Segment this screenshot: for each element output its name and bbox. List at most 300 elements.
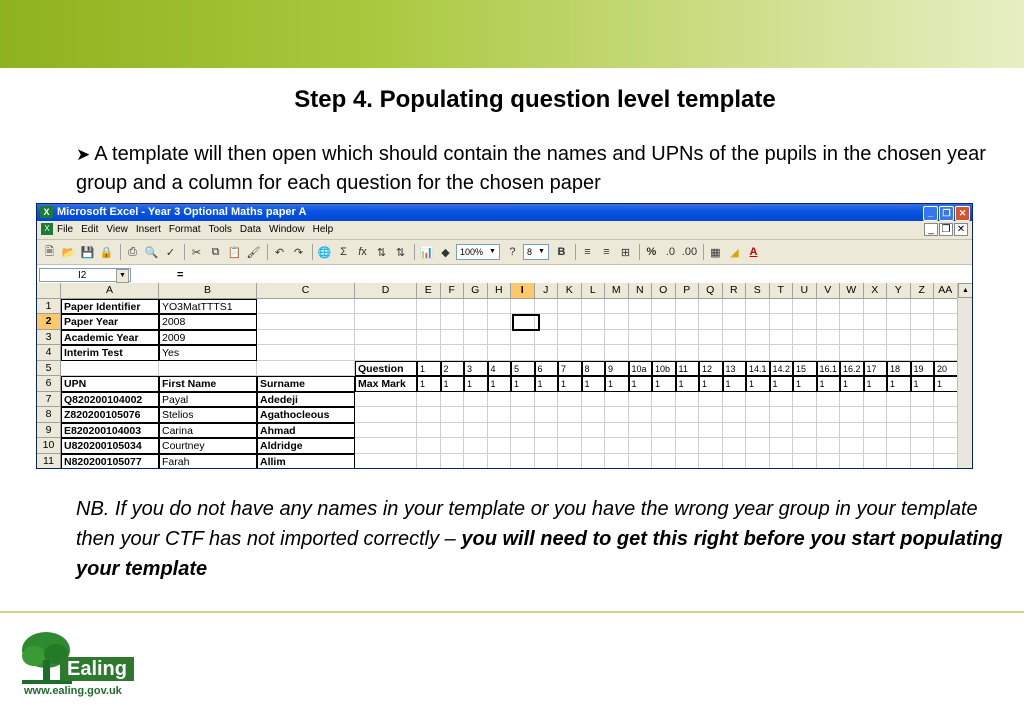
cell[interactable] xyxy=(864,454,888,470)
cell[interactable] xyxy=(770,299,794,315)
cell[interactable] xyxy=(488,314,512,330)
cell[interactable] xyxy=(723,345,747,361)
question-cell[interactable]: 20 xyxy=(934,361,958,377)
cell[interactable] xyxy=(464,392,488,408)
cell[interactable] xyxy=(676,423,700,439)
question-cell[interactable]: 13 xyxy=(723,361,747,377)
cell[interactable] xyxy=(629,423,653,439)
cell[interactable] xyxy=(605,423,629,439)
cell[interactable] xyxy=(417,407,441,423)
column-header-k[interactable]: K xyxy=(558,283,582,299)
cell[interactable] xyxy=(558,407,582,423)
cell[interactable] xyxy=(676,438,700,454)
cell-c[interactable] xyxy=(257,314,355,330)
cell[interactable] xyxy=(934,314,958,330)
help-icon[interactable]: ? xyxy=(509,246,516,258)
cell[interactable] xyxy=(934,299,958,315)
doc-minimize-button[interactable]: _ xyxy=(924,223,938,236)
cell[interactable] xyxy=(605,454,629,470)
column-header-n[interactable]: N xyxy=(629,283,653,299)
cell-c[interactable] xyxy=(257,345,355,361)
cell[interactable] xyxy=(629,345,653,361)
cell[interactable] xyxy=(864,407,888,423)
column-header-w[interactable]: W xyxy=(840,283,864,299)
cell[interactable] xyxy=(723,314,747,330)
cell-c[interactable]: Aldridge xyxy=(257,438,355,454)
cell[interactable] xyxy=(582,438,606,454)
vertical-scrollbar[interactable] xyxy=(957,283,972,468)
cell[interactable] xyxy=(770,392,794,408)
cell[interactable] xyxy=(770,407,794,423)
cell[interactable] xyxy=(558,314,582,330)
column-header-l[interactable]: L xyxy=(582,283,606,299)
cell[interactable] xyxy=(699,330,723,346)
cell[interactable] xyxy=(793,392,817,408)
cut-icon[interactable]: ✂ xyxy=(191,246,202,259)
menu-item-edit[interactable]: Edit xyxy=(81,224,99,235)
cell[interactable] xyxy=(770,438,794,454)
cell[interactable] xyxy=(840,345,864,361)
cell[interactable] xyxy=(605,299,629,315)
row-header[interactable]: 1 xyxy=(37,299,61,315)
menu-item-format[interactable]: Format xyxy=(168,224,201,235)
question-label[interactable]: Question xyxy=(355,361,417,377)
max-mark-cell[interactable]: 1 xyxy=(441,376,465,392)
cell[interactable] xyxy=(840,299,864,315)
cell[interactable] xyxy=(817,454,841,470)
cell[interactable] xyxy=(676,314,700,330)
name-box[interactable] xyxy=(39,268,131,282)
cell-b[interactable]: First Name xyxy=(159,376,257,392)
cell[interactable] xyxy=(699,345,723,361)
cell[interactable] xyxy=(864,299,888,315)
max-mark-cell[interactable]: 1 xyxy=(746,376,770,392)
cell[interactable] xyxy=(793,438,817,454)
cell[interactable] xyxy=(652,345,676,361)
decrease-decimal-icon[interactable]: .00 xyxy=(681,246,698,258)
percent-icon[interactable]: % xyxy=(646,246,657,258)
question-cell[interactable]: 15 xyxy=(793,361,817,377)
cell[interactable] xyxy=(464,299,488,315)
cell[interactable] xyxy=(511,407,535,423)
cell-b[interactable]: 2009 xyxy=(159,330,257,346)
cell[interactable] xyxy=(770,423,794,439)
cell-d[interactable] xyxy=(355,438,417,454)
question-cell[interactable]: 2 xyxy=(441,361,465,377)
cell[interactable] xyxy=(840,438,864,454)
column-header-aa[interactable]: AA xyxy=(934,283,958,299)
cell[interactable] xyxy=(558,299,582,315)
scroll-up-icon[interactable]: ▲ xyxy=(958,283,973,298)
cell-b[interactable]: Payal xyxy=(159,392,257,408)
row-header[interactable]: 2 xyxy=(37,314,61,330)
cell[interactable] xyxy=(676,407,700,423)
cell-a[interactable]: UPN xyxy=(61,376,159,392)
cell[interactable] xyxy=(699,392,723,408)
row-header[interactable]: 4 xyxy=(37,345,61,361)
column-header-d[interactable]: D xyxy=(355,283,417,299)
cell[interactable] xyxy=(629,454,653,470)
max-mark-cell[interactable]: 1 xyxy=(488,376,512,392)
cell-b[interactable]: Carina xyxy=(159,423,257,439)
max-mark-cell[interactable]: 1 xyxy=(558,376,582,392)
cell[interactable] xyxy=(652,330,676,346)
question-cell[interactable]: 19 xyxy=(911,361,935,377)
print-preview-icon[interactable]: 🔍 xyxy=(144,246,159,259)
cell[interactable] xyxy=(535,345,559,361)
cell[interactable] xyxy=(840,454,864,470)
cell-a[interactable]: E820200104003 xyxy=(61,423,159,439)
question-cell[interactable]: 11 xyxy=(676,361,700,377)
cell[interactable] xyxy=(582,330,606,346)
cell[interactable] xyxy=(417,299,441,315)
cell[interactable] xyxy=(817,423,841,439)
cell[interactable] xyxy=(417,392,441,408)
cell[interactable] xyxy=(864,330,888,346)
question-cell[interactable]: 18 xyxy=(887,361,911,377)
cell-b[interactable]: Farah xyxy=(159,454,257,470)
cell[interactable] xyxy=(558,392,582,408)
cell[interactable] xyxy=(488,454,512,470)
redo-icon[interactable]: ↷ xyxy=(293,246,304,259)
row-header[interactable]: 9 xyxy=(37,423,61,439)
column-header-g[interactable]: G xyxy=(464,283,488,299)
question-cell[interactable]: 16.2 xyxy=(840,361,864,377)
cell[interactable] xyxy=(934,407,958,423)
cell[interactable] xyxy=(864,423,888,439)
print-icon[interactable]: ⎙ xyxy=(128,245,137,258)
cell[interactable] xyxy=(934,454,958,470)
cell[interactable] xyxy=(770,330,794,346)
cell[interactable] xyxy=(840,407,864,423)
cell[interactable] xyxy=(911,423,935,439)
max-mark-cell[interactable]: 1 xyxy=(770,376,794,392)
cell-c[interactable]: Ahmad xyxy=(257,423,355,439)
cell[interactable] xyxy=(629,407,653,423)
cell[interactable] xyxy=(699,454,723,470)
cell[interactable] xyxy=(582,345,606,361)
align-left-icon[interactable]: ≡ xyxy=(584,246,591,258)
cell[interactable] xyxy=(605,330,629,346)
cell[interactable] xyxy=(676,454,700,470)
cell[interactable] xyxy=(605,345,629,361)
column-header-f[interactable]: F xyxy=(441,283,465,299)
cell[interactable] xyxy=(746,345,770,361)
cell[interactable] xyxy=(417,345,441,361)
cell[interactable] xyxy=(488,438,512,454)
autosum-icon[interactable]: Σ xyxy=(340,246,347,258)
max-mark-cell[interactable]: 1 xyxy=(934,376,958,392)
cell-a[interactable] xyxy=(61,361,159,377)
cell[interactable] xyxy=(934,330,958,346)
question-cell[interactable]: 8 xyxy=(582,361,606,377)
permission-icon[interactable]: 🔒 xyxy=(99,246,114,259)
column-header-c[interactable]: C xyxy=(257,283,355,299)
max-mark-cell[interactable]: 1 xyxy=(887,376,911,392)
menu-item-help[interactable]: Help xyxy=(312,224,334,235)
format-painter-icon[interactable]: 🖌 xyxy=(246,246,261,259)
cell[interactable] xyxy=(746,330,770,346)
cell[interactable] xyxy=(793,454,817,470)
cell[interactable] xyxy=(793,314,817,330)
cell[interactable] xyxy=(676,330,700,346)
chart-wizard-icon[interactable]: 📊 xyxy=(419,246,434,259)
cell[interactable] xyxy=(535,407,559,423)
cell[interactable] xyxy=(817,299,841,315)
menu-item-insert[interactable]: Insert xyxy=(135,224,161,235)
cell[interactable] xyxy=(723,392,747,408)
row-header[interactable]: 6 xyxy=(37,376,61,392)
cell[interactable] xyxy=(511,392,535,408)
question-cell[interactable]: 10b xyxy=(652,361,676,377)
cell[interactable] xyxy=(488,299,512,315)
workbook-icon[interactable]: X xyxy=(41,223,53,235)
row-header[interactable]: 11 xyxy=(37,454,61,470)
cell[interactable] xyxy=(864,438,888,454)
cell[interactable] xyxy=(652,299,676,315)
cell[interactable] xyxy=(511,438,535,454)
cell[interactable] xyxy=(676,299,700,315)
cell[interactable] xyxy=(511,330,535,346)
cell[interactable] xyxy=(911,299,935,315)
cell-a[interactable]: Paper Identifier xyxy=(61,299,159,315)
menu-item-tools[interactable]: Tools xyxy=(208,224,232,235)
cell[interactable] xyxy=(817,438,841,454)
max-mark-cell[interactable]: 1 xyxy=(676,376,700,392)
cell[interactable] xyxy=(441,407,465,423)
cell[interactable] xyxy=(911,314,935,330)
max-mark-cell[interactable]: 1 xyxy=(793,376,817,392)
column-header-x[interactable]: X xyxy=(864,283,888,299)
cell[interactable] xyxy=(629,330,653,346)
cell[interactable] xyxy=(887,438,911,454)
cell[interactable] xyxy=(723,330,747,346)
cell[interactable] xyxy=(887,392,911,408)
row-header[interactable]: 10 xyxy=(37,438,61,454)
paste-icon[interactable]: 📋 xyxy=(227,246,242,259)
cell[interactable] xyxy=(911,330,935,346)
cell[interactable] xyxy=(464,314,488,330)
menu-item-window[interactable]: Window xyxy=(269,224,305,235)
cell[interactable] xyxy=(417,314,441,330)
cell[interactable] xyxy=(535,423,559,439)
question-cell[interactable]: 1 xyxy=(417,361,441,377)
cell[interactable] xyxy=(699,314,723,330)
cell-b[interactable]: 2008 xyxy=(159,314,257,330)
cell-a[interactable]: Q820200104002 xyxy=(61,392,159,408)
cell[interactable] xyxy=(793,345,817,361)
cell[interactable] xyxy=(723,423,747,439)
select-all-corner[interactable] xyxy=(37,283,61,299)
cell[interactable] xyxy=(746,423,770,439)
max-mark-cell[interactable]: 1 xyxy=(535,376,559,392)
cell[interactable] xyxy=(652,407,676,423)
bold-icon[interactable]: B xyxy=(557,246,566,258)
open-icon[interactable]: 📂 xyxy=(61,246,76,259)
cell-b[interactable]: YO3MatTTTS1 xyxy=(159,299,257,315)
row-header[interactable]: 8 xyxy=(37,407,61,423)
minimize-button[interactable]: _ xyxy=(923,206,938,221)
borders-icon[interactable]: ▦ xyxy=(710,246,721,259)
cell[interactable] xyxy=(793,330,817,346)
cell[interactable] xyxy=(746,407,770,423)
cell[interactable] xyxy=(746,438,770,454)
cell[interactable] xyxy=(582,299,606,315)
column-header-y[interactable]: Y xyxy=(887,283,911,299)
cell[interactable] xyxy=(864,392,888,408)
cell-b[interactable]: Stelios xyxy=(159,407,257,423)
font-size-select[interactable] xyxy=(523,244,549,260)
cell[interactable] xyxy=(887,299,911,315)
cell[interactable] xyxy=(723,438,747,454)
cell[interactable] xyxy=(934,423,958,439)
cell[interactable] xyxy=(652,392,676,408)
cell[interactable] xyxy=(911,345,935,361)
cell[interactable] xyxy=(511,345,535,361)
column-header-q[interactable]: Q xyxy=(699,283,723,299)
cell[interactable] xyxy=(605,407,629,423)
question-cell[interactable]: 14.2 xyxy=(770,361,794,377)
close-button[interactable]: ✕ xyxy=(955,206,970,221)
cell[interactable] xyxy=(605,392,629,408)
fill-color-icon[interactable]: ◢ xyxy=(730,246,739,259)
cell-c[interactable]: Agathocleous xyxy=(257,407,355,423)
row-header[interactable]: 7 xyxy=(37,392,61,408)
cell[interactable] xyxy=(723,299,747,315)
cell[interactable] xyxy=(699,299,723,315)
max-mark-cell[interactable]: 1 xyxy=(817,376,841,392)
column-header-v[interactable]: V xyxy=(817,283,841,299)
cell[interactable] xyxy=(746,392,770,408)
doc-close-button[interactable]: ✕ xyxy=(954,223,968,236)
doc-restore-button[interactable]: ❐ xyxy=(939,223,953,236)
question-cell[interactable]: 17 xyxy=(864,361,888,377)
column-header-b[interactable]: B xyxy=(159,283,257,299)
max-mark-cell[interactable]: 1 xyxy=(699,376,723,392)
cell[interactable] xyxy=(558,454,582,470)
question-cell[interactable]: 7 xyxy=(558,361,582,377)
hyperlink-icon[interactable]: 🌐 xyxy=(317,246,332,259)
column-header-s[interactable]: S xyxy=(746,283,770,299)
zoom-select[interactable] xyxy=(456,244,500,260)
cell-d[interactable] xyxy=(355,330,417,346)
cell[interactable] xyxy=(911,392,935,408)
column-header-z[interactable]: Z xyxy=(911,283,935,299)
max-mark-cell[interactable]: 1 xyxy=(511,376,535,392)
cell[interactable] xyxy=(535,299,559,315)
cell[interactable] xyxy=(864,345,888,361)
cell[interactable] xyxy=(535,392,559,408)
column-header-h[interactable]: H xyxy=(488,283,512,299)
max-mark-cell[interactable]: 1 xyxy=(417,376,441,392)
cell[interactable] xyxy=(464,454,488,470)
max-mark-cell[interactable]: 1 xyxy=(629,376,653,392)
cell[interactable] xyxy=(629,438,653,454)
cell[interactable] xyxy=(746,314,770,330)
cell[interactable] xyxy=(535,454,559,470)
cell[interactable] xyxy=(911,407,935,423)
column-header-r[interactable]: R xyxy=(723,283,747,299)
max-mark-cell[interactable]: 1 xyxy=(605,376,629,392)
sort-ascending-icon[interactable]: ⇅ xyxy=(376,246,387,259)
cell[interactable] xyxy=(441,392,465,408)
cell[interactable] xyxy=(511,454,535,470)
cell[interactable] xyxy=(441,345,465,361)
cell[interactable] xyxy=(652,423,676,439)
column-header-i[interactable]: I xyxy=(511,283,535,299)
row-header[interactable]: 5 xyxy=(37,361,61,377)
cell[interactable] xyxy=(488,330,512,346)
chevron-down-icon[interactable]: ▼ xyxy=(116,269,129,283)
max-mark-cell[interactable]: 1 xyxy=(864,376,888,392)
cell[interactable] xyxy=(605,438,629,454)
question-cell[interactable]: 12 xyxy=(699,361,723,377)
cell-c[interactable] xyxy=(257,299,355,315)
max-mark-cell[interactable]: 1 xyxy=(652,376,676,392)
cell[interactable] xyxy=(488,392,512,408)
cell[interactable] xyxy=(699,423,723,439)
menu-item-file[interactable]: File xyxy=(57,224,74,235)
cell[interactable] xyxy=(817,314,841,330)
question-cell[interactable]: 14.1 xyxy=(746,361,770,377)
menu-item-view[interactable]: View xyxy=(106,224,128,235)
restore-button[interactable]: ❐ xyxy=(939,206,954,221)
cell[interactable] xyxy=(934,345,958,361)
column-header-m[interactable]: M xyxy=(605,283,629,299)
cell[interactable] xyxy=(793,407,817,423)
cell[interactable] xyxy=(770,345,794,361)
cell[interactable] xyxy=(488,423,512,439)
cell-a[interactable]: Z820200105076 xyxy=(61,407,159,423)
cell-d[interactable] xyxy=(355,407,417,423)
cell-c[interactable] xyxy=(257,330,355,346)
cell[interactable] xyxy=(887,314,911,330)
cell[interactable] xyxy=(840,423,864,439)
cell[interactable] xyxy=(887,345,911,361)
cell[interactable] xyxy=(887,330,911,346)
cell[interactable] xyxy=(441,454,465,470)
cell[interactable] xyxy=(511,299,535,315)
cell[interactable] xyxy=(652,438,676,454)
cell[interactable] xyxy=(417,454,441,470)
cell[interactable] xyxy=(817,392,841,408)
cell[interactable] xyxy=(441,299,465,315)
cell[interactable] xyxy=(441,423,465,439)
cell[interactable] xyxy=(887,423,911,439)
cell[interactable] xyxy=(464,407,488,423)
cell[interactable] xyxy=(464,345,488,361)
sort-descending-icon[interactable]: ⇅ xyxy=(395,246,406,259)
cell[interactable] xyxy=(887,407,911,423)
cell-a[interactable]: Interim Test xyxy=(61,345,159,361)
cell[interactable] xyxy=(558,330,582,346)
cell[interactable] xyxy=(840,314,864,330)
cell-c[interactable]: Surname xyxy=(257,376,355,392)
cell[interactable] xyxy=(840,330,864,346)
row-header[interactable]: 3 xyxy=(37,330,61,346)
column-header-j[interactable]: J xyxy=(535,283,559,299)
question-cell[interactable]: 6 xyxy=(535,361,559,377)
cell[interactable] xyxy=(417,330,441,346)
cell[interactable] xyxy=(629,314,653,330)
cell-a[interactable]: Paper Year xyxy=(61,314,159,330)
column-header-p[interactable]: P xyxy=(676,283,700,299)
cell[interactable] xyxy=(464,438,488,454)
cell[interactable] xyxy=(723,454,747,470)
cell[interactable] xyxy=(887,454,911,470)
cell-c[interactable] xyxy=(257,361,355,377)
cell[interactable] xyxy=(441,438,465,454)
